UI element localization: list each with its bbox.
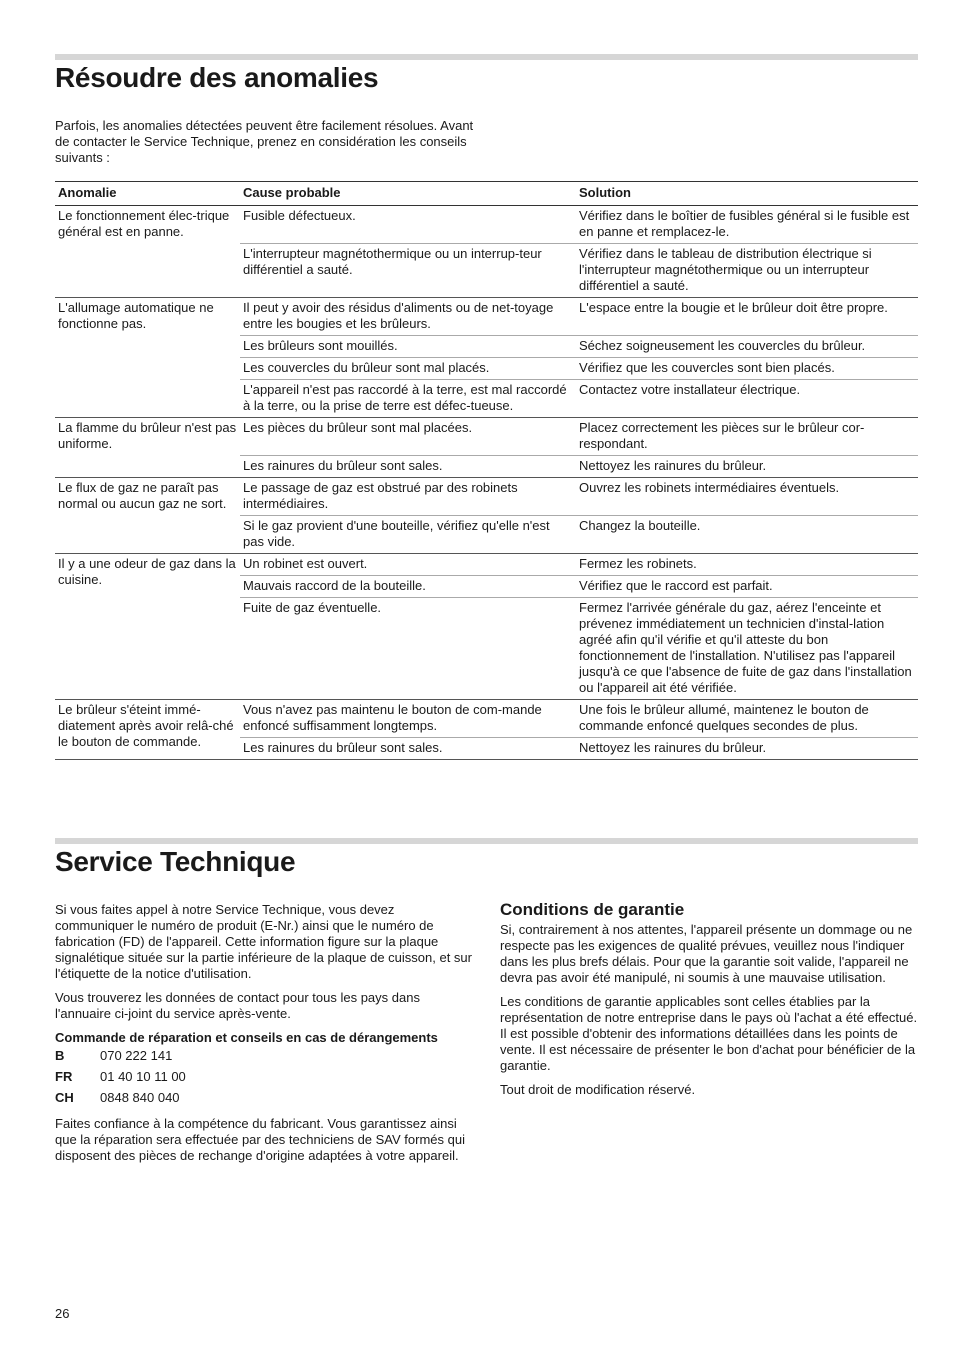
cause-cell: Les rainures du brûleur sont sales. — [240, 456, 576, 478]
solution-cell: Fermez l'arrivée générale du gaz, aérez l'enceinte et prévenez immédiatement un technicien d'instal-lation agréé afin qu'il vérifie et qu'il atteste du bon fonctionnement de l'installation. N'utilisez pas l'appareil jusqu'à ce que l'absence de fuite de gaz dans l'installation ou l'appareil ait été vérifiée. — [576, 598, 918, 700]
section-rule — [55, 838, 918, 844]
solution-cell: Fermez les robinets. — [576, 554, 918, 576]
warranty-paragraph: Tout droit de modification réservé. — [500, 1082, 696, 1097]
phone-row — [55, 1048, 473, 1064]
table-row — [55, 554, 918, 576]
column-header: Anomalie — [55, 182, 240, 206]
warranty-column — [500, 902, 918, 1106]
solution-cell: Vérifiez dans le boîtier de fusibles général si le fusible est en panne et remplacez-le. — [576, 206, 918, 244]
solution-cell: Contactez votre installateur électrique. — [576, 380, 918, 418]
cause-cell: Vous n'avez pas maintenu le bouton de com-mande enfoncé suffisamment longtemps. — [240, 700, 576, 738]
solution-cell: Placez correctement les pièces sur le brûleur cor-respondant. — [576, 418, 918, 456]
page-title: Résoudre des anomalies — [55, 62, 379, 93]
solution-cell: Nettoyez les rainures du brûleur. — [576, 456, 918, 478]
cause-cell: Les brûleurs sont mouillés. — [240, 336, 576, 358]
cause-cell: Si le gaz provient d'une bouteille, vérifiez qu'elle n'est pas vide. — [240, 516, 576, 554]
solution-cell: Une fois le brûleur allumé, maintenez le bouton de commande enfoncé quelques secondes de plus. — [576, 700, 918, 738]
warranty-title: Conditions de garantie — [500, 900, 685, 919]
country-code: CH — [55, 1090, 74, 1105]
anomaly-cell: La flamme du brûleur n'est pas uniforme. — [55, 418, 240, 478]
column-header: Cause probable — [240, 182, 576, 206]
phone-number: 01 40 10 11 00 — [100, 1069, 186, 1084]
table-row — [55, 298, 918, 336]
country-code: B — [55, 1048, 65, 1063]
intro-text: Parfois, les anomalies détectées peuvent être facilement résolues. Avant de contacter le Service Technique, prenez en considération les conseils suivants : — [55, 118, 474, 165]
solution-cell: Ouvrez les robinets intermédiaires éventuels. — [576, 478, 918, 516]
cause-cell: Les couvercles du brûleur sont mal placés. — [240, 358, 576, 380]
solution-cell: Vérifiez que les couvercles sont bien placés. — [576, 358, 918, 380]
cause-cell: Fusible défectueux. — [240, 206, 576, 244]
anomaly-cell: Le flux de gaz ne paraît pas normal ou aucun gaz ne sort. — [55, 478, 240, 554]
service-column — [55, 902, 473, 1172]
solution-cell: L'espace entre la bougie et le brûleur doit être propre. — [576, 298, 918, 336]
solution-cell: Nettoyez les rainures du brûleur. — [576, 738, 918, 760]
cause-cell: L'appareil n'est pas raccordé à la terre, est mal raccordé à la terre, ou la prise de terre est défec-tueuse. — [240, 380, 576, 418]
service-paragraph: Vous trouverez les données de contact pour tous les pays dans l'annuaire ci-joint du service après-vente. — [55, 990, 420, 1021]
phone-row — [55, 1069, 473, 1085]
table-row — [55, 206, 918, 244]
cause-cell: Les pièces du brûleur sont mal placées. — [240, 418, 576, 456]
anomaly-cell: Le brûleur s'éteint immé-diatement après avoir relâ-ché le bouton de commande. — [55, 700, 240, 760]
anomaly-cell: L'allumage automatique ne fonctionne pas. — [55, 298, 240, 418]
solution-cell: Vérifiez que le raccord est parfait. — [576, 576, 918, 598]
anomaly-cell: Le fonctionnement élec-trique général est en panne. — [55, 206, 240, 298]
cause-cell: Il peut y avoir des résidus d'aliments ou de net-toyage entre les bougies et les brûleurs. — [240, 298, 576, 336]
table-row — [55, 478, 918, 516]
cause-cell: Mauvais raccord de la bouteille. — [240, 576, 576, 598]
troubleshooting-table — [55, 181, 918, 760]
solution-cell: Séchez soigneusement les couvercles du brûleur. — [576, 336, 918, 358]
service-paragraph: Faites confiance à la compétence du fabricant. Vous garantissez ainsi que la réparation sera effectuée par des techniciens de SAV formés qui disposent des pièces de rechange d'origine adaptées à votre appareil. — [55, 1116, 465, 1163]
country-code: FR — [55, 1069, 73, 1084]
cause-cell: Un robinet est ouvert. — [240, 554, 576, 576]
cause-cell: Les rainures du brûleur sont sales. — [240, 738, 576, 760]
warranty-paragraph: Si, contrairement à nos attentes, l'appareil présente un dommage ou ne respecte pas les exigences de qualité prévues, veuillez nous l'indiquer dans les plus brefs délais. Pour que la garantie soit valide, l'appareil ne devra pas avoir été manipulé, ni soumis à une mauvaise utilisation. — [500, 922, 913, 985]
cause-cell: Le passage de gaz est obstrué par des robinets intermédiaires. — [240, 478, 576, 516]
cause-cell: L'interrupteur magnétothermique ou un interrup-teur différentiel a sauté. — [240, 244, 576, 298]
service-paragraph: Si vous faites appel à notre Service Technique, vous devez communiquer le numéro de produit (E-Nr.) ainsi que le numéro de fabrication (FD) de l'appareil. Cette information figure sur la plaque signalétique située sur la partie inférieure de la plaque de cuisson, et sur l'étiquette de la notice d'utilisation. — [55, 902, 472, 981]
section-title: Service Technique — [55, 846, 296, 877]
warranty-paragraph: Les conditions de garantie applicables sont celles établies par la représentation de notre entreprise dans le pays où l'achat a été effectué. Il est possible d'obtenir des informations détaillées dans les points de vente. Il est nécessaire de présenter le bon d'achat pour bénéficier de la garantie. — [500, 994, 918, 1073]
table-row — [55, 700, 918, 738]
column-header: Solution — [576, 182, 918, 206]
phone-number: 0848 840 040 — [100, 1090, 180, 1105]
page-number: 26 — [55, 1306, 70, 1321]
solution-cell: Changez la bouteille. — [576, 516, 918, 554]
table-row — [55, 418, 918, 456]
cause-cell: Fuite de gaz éventuelle. — [240, 598, 576, 700]
solution-cell: Vérifiez dans le tableau de distribution électrique si l'interrupteur magnétothermique ou un interrupteur différentiel a sauté. — [576, 244, 918, 298]
anomaly-cell: Il y a une odeur de gaz dans la cuisine. — [55, 554, 240, 700]
repair-heading: Commande de réparation et conseils en cas de dérangements — [55, 1030, 438, 1045]
phone-number: 070 222 141 — [100, 1048, 173, 1063]
phone-row — [55, 1090, 473, 1106]
section-rule — [55, 54, 918, 60]
